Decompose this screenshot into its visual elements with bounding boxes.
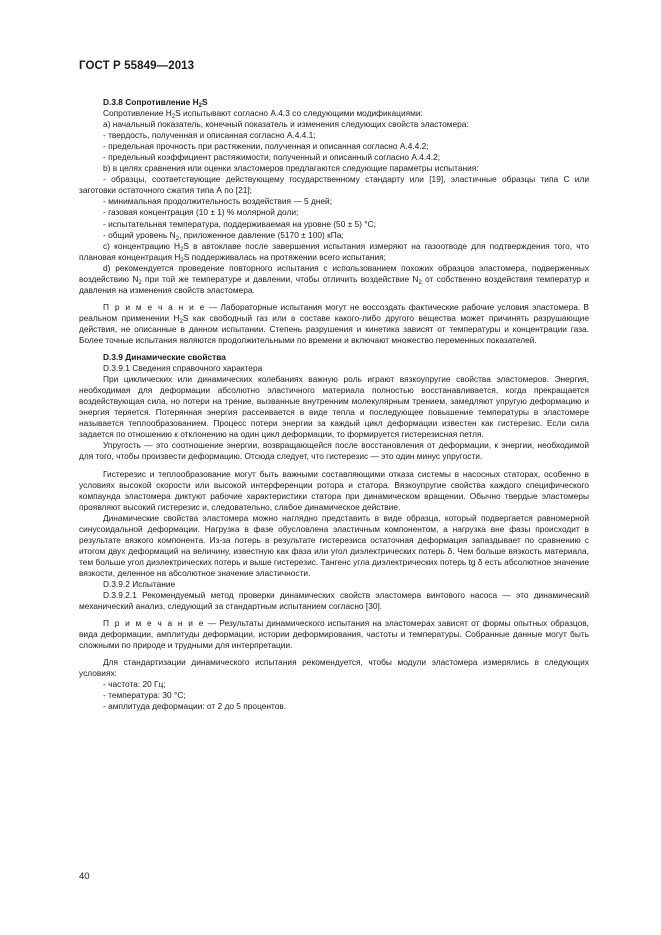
- note-label: П р и м е ч а н и е: [103, 301, 206, 312]
- subsection-title: D.3.9.1 Сведения справочного характера: [103, 363, 263, 374]
- paragraph: Для стандартизации динамического испытания рекомендуется, чтобы модули эластомера измерялись в следующих условиях:: [79, 657, 589, 679]
- list-item: - образцы, соответствующие действующему государственному стандарту или [19], эластичные образцы типа С или заготовки остаточного сжатия типа А по [21];: [79, 174, 589, 196]
- list-item: - амплитуда деформации: от 2 до 5 процентов.: [103, 701, 287, 712]
- list-item: а) начальный показатель, конечный показатель и изменения следующих свойств эластомера:: [103, 119, 469, 130]
- list-item: - газовая концентрация (10 ± 1) % молярной доли;: [103, 207, 299, 218]
- paragraph: Динамические свойства эластомера можно наглядно представить в виде образца, который подвергается равномерной синусоидальной деформации. Нагрузка в фазе обусловлена эластичным компонентом, а нагрузка вне фазы происходит в результате вязкого компонента. Из-за потерь в результате гистерезиса остаточная деформация запаздывает по сравнению с итогом двух деформаций на величину, известную как фаза или угол диэлектрических потерь δ. Чем больше вязкость материала, тем больше угол диэлектрических потерь и выше гистерезис. Тангенс угла диэлектрических потерь tg δ есть абсолютное значение вязкости, деленное на абсолютное значение эластичности.: [79, 512, 589, 578]
- list-item: - общий уровень $N_2$, приложенное давление (5170 ± 100) кПа;: [103, 229, 344, 242]
- page-number: 40: [79, 871, 90, 882]
- section-title-d38: D.3.8 Сопротивление $H_2S$: [103, 97, 208, 109]
- note: П р и м е ч а н и е — Результаты динамического испытания на эластомерах зависят от формы опытных образцов, вида деформации, амплитуды деформации, истории деформирования, частоты и температуры. Собранные данные могут быть сложными по природе и трудными для интерпретации.: [79, 618, 589, 651]
- list-item: - предельная прочность при растяжении, полученная и описанная согласно А.4.4.2;: [103, 141, 429, 152]
- subsection-title: D.3.9.2 Испытание: [103, 578, 176, 589]
- note: П р и м е ч а н и е — Лабораторные испытания могут не воссоздать фактические рабочие условия эластомера. В реальном применении $H_2S$ как свободный газ или в составе какого-либо другого вещества может причинять разрушающие действия, не описанные в данном испытании. Степень разрушения и кинетика зависят от температуры и концентрации газа. Более точные испытания являются продолжительными по времени и включают множество переменных показателей.: [79, 301, 589, 345]
- list-item: - частота: 20 Гц;: [103, 679, 166, 690]
- list-item: - твердость, полученная и описанная согласно А.4.4.1;: [103, 130, 316, 141]
- list-item: - предельный коэффициент растяжимости, полученный и описанный согласно А.4.4.2;: [103, 152, 441, 163]
- list-item: с) концентрацию $H_2S$ в автоклаве после завершения испытания измеряют на газоотводе для подтверждения того, что плановая концентрация $H_2S$ поддерживалась на протяжении всего испытания;: [79, 240, 589, 264]
- list-item: - температура: 30 °С;: [103, 690, 186, 701]
- document-body: [79, 97, 589, 712]
- note-label: П р и м е ч а н и е: [103, 618, 205, 629]
- section-title-d39: D.3.9 Динамические свойства: [103, 352, 226, 363]
- list-item: d) рекомендуется проведение повторного испытания с использованием похожих образцов эластомера, подверженных воздействию $N_2$ при той же температуре и давлении, чтобы отличить воздействие $N_2$ от собственно воздействия температур и давления на изменения свойств эластомера.: [79, 262, 590, 295]
- paragraph: При циклических или динамических колебаниях важную роль играют вязкоупругие свойства эластомеров. Энергия, необходимая для деформации абсолютно эластичного материала полностью восстанавливается, когда прекращается воздействующая сила, но потери на трение, вызванные внутренним молекулярным трением, замедляют упругую деформацию и энергия теряется. Потерянная энергия рассеивается в виде тепла и последующее повышение температуры в эластомере называется теплообразованием. Процесс потери энергии за каждый цикл деформации известен как гистерезис. Если сила задается по отношению к отклонению на один цикл деформации, то формируется гистерезисная петля.: [79, 374, 589, 440]
- paragraph: D.3.9.2.1 Рекомендуемый метод проверки динамических свойств эластомера винтового насоса — это динамический механический анализ, следующий за стандартным испытанием согласно [30].: [79, 590, 589, 612]
- paragraph: Гистерезис и теплообразование могут быть важными составляющими отказа системы в насосных статорах, особенно в условиях высокой скорости или высокой интерференции ротора и статора. Вязкоупругие свойства каждого специфического компаунда эластомера диктуют рабочие характеристики статора при динамическом вращении. Обычно твердые эластомеры проявляют высокий гистерезис и, следовательно, слабое динамическое действие.: [79, 468, 589, 512]
- paragraph: Упругость — это соотношение энергии, возвращающейся после восстановления от деформации, к энергии, необходимой для того, чтобы произвести деформацию. Отсюда следует, что гистерезис — это один минус упругости.: [79, 440, 589, 462]
- list-item: - испытательная температура, поддерживаемая на уровне (50 ± 5) °С;: [103, 218, 376, 229]
- list-item: - минимальная продолжительность воздействия — 5 дней;: [103, 196, 333, 207]
- document-header: ГОСТ Р 55849—2013: [79, 60, 195, 72]
- paragraph: Сопротивление $H_2S$ испытывают согласно А.4.3 со следующими модификациями:: [103, 108, 423, 121]
- list-item: b) в целях сравнения или оценки эластомеров предлагаются следующие параметры испытания:: [103, 163, 479, 174]
